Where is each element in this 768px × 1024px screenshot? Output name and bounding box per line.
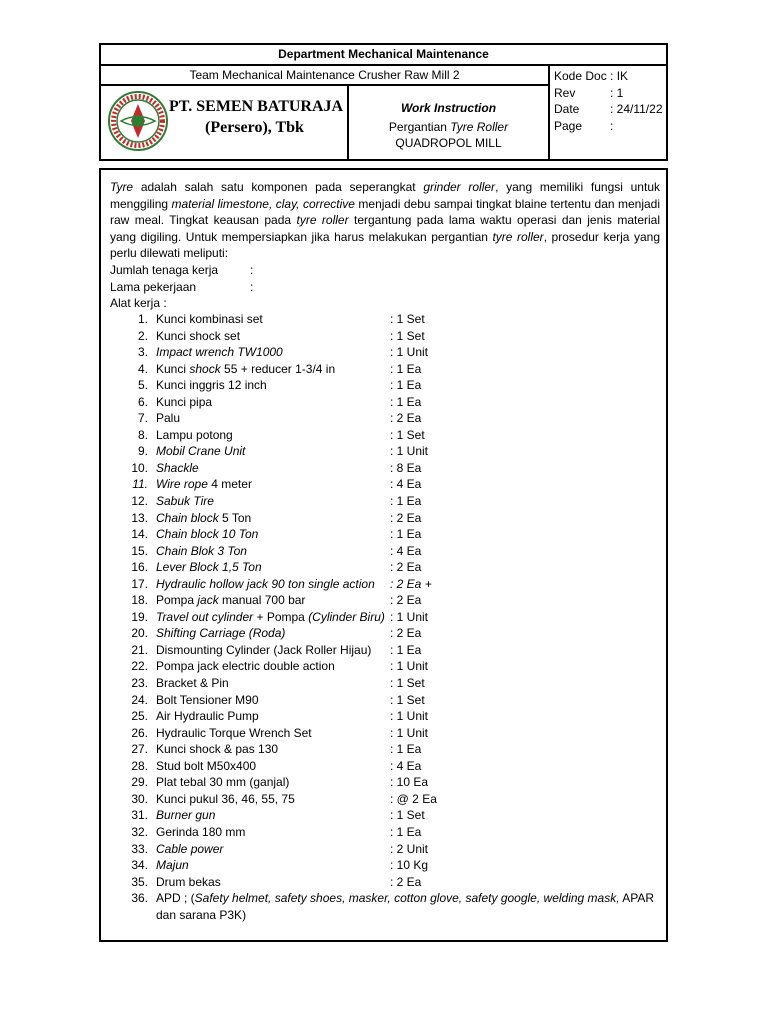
tool-name: Chain Blok 3 Ton [156,543,247,558]
tool-name: APD ; (Safety helmet, safety shoes, masker, cotton glove, safety google, welding mask, APAR dan sarana P3K) [156,891,655,922]
tool-number: 14. [131,527,148,542]
tool-number: 2. [137,328,148,343]
tool-quantity: : 2 Ea [390,510,422,525]
tool-name: Travel out cylinder + Pompa (Cylinder Biru) [156,609,385,624]
work-fields [110,262,410,312]
tool-item [101,642,666,659]
tool-item [101,774,666,791]
tool-number: 22. [131,659,148,674]
tool-number: 30. [131,791,148,806]
tool-name: Lever Block 1,5 Ton [156,560,262,575]
tool-item [101,377,666,394]
doc-subject: Pergantian Tyre Roller [388,120,509,134]
tool-number: 25. [131,709,148,724]
tool-quantity: : 4 Ea [390,758,422,773]
doc-subject-equipment: QUADROPOL MILL [395,136,502,150]
tool-quantity: : 10 Ea [390,775,429,790]
tool-number: 18. [131,593,148,608]
tool-name: Hydraulic Torque Wrench Set [156,725,312,740]
tool-quantity: : 1 Ea [390,361,422,376]
tool-item [101,625,666,642]
tool-item [101,658,666,675]
header-divider [548,66,550,159]
tool-number: 7. [137,411,148,426]
tool-item [101,609,666,626]
tool-item [101,841,666,858]
tool-name: Cable power [156,841,224,856]
tool-name: Bolt Tensioner M90 [156,692,259,707]
tool-quantity: : 1 Set [390,328,425,343]
tool-quantity: : 2 Ea + [390,576,432,591]
tool-number: 16. [131,560,148,575]
department-title: Department Mechanical Maintenance [101,45,666,66]
tool-number: 17. [131,576,148,591]
tool-number: 24. [131,692,148,707]
meta-date: Date : 24/11/22 [554,102,663,116]
document-body [99,168,668,942]
tool-number: 12. [131,494,148,509]
tool-item [101,361,666,378]
tool-number: 27. [131,742,148,757]
tool-name: Air Hydraulic Pump [156,709,259,724]
tool-quantity: : 1 Ea [390,824,422,839]
tool-quantity: : 8 Ea [390,460,422,475]
tool-item [101,394,666,411]
tool-item [101,427,666,444]
tool-quantity: : 1 Unit [390,725,429,740]
tool-quantity: : 1 Unit [390,345,429,360]
tool-number: 23. [131,676,148,691]
tool-quantity: : 4 Ea [390,477,422,492]
intro-paragraph: Tyre adalah salah satu komponen pada seperangkat grinder roller, yang memiliki fungsi untuk menggiling material limestone, clay, corrective menjadi debu sampai tingkat blaine tertentu dan menjadi raw meal. Tingkat keausan pada tyre roller tergantung pada lama waktu operasi dan jenis material yang digiling. Untuk mempersiapkan jika harus melakukan pergantian tyre roller, prosedur kerja yang perlu dilewati meliputi: [110,180,661,261]
tool-quantity: : 1 Ea [390,642,422,657]
tool-item [101,758,666,775]
meta-rev: Rev : 1 [554,85,624,100]
tool-name: Kunci kombinasi set [156,312,263,326]
tool-name: Kunci shock set [156,328,241,343]
tool-name: Dismounting Cylinder (Jack Roller Hijau) [156,642,372,657]
doc-type: Work Instruction [400,101,497,115]
tool-name: Shifting Carriage (Roda) [156,626,286,641]
meta-kode-doc: Kode Doc : IK [554,69,629,83]
tool-name: Chain block 5 Ton [156,510,252,525]
tool-name: Wire rope 4 meter [156,477,252,492]
tool-number: 32. [131,824,148,839]
tool-quantity: : 2 Unit [390,841,429,856]
tool-number: 3. [137,345,148,360]
tool-item [101,526,666,543]
work-instruction-cell [349,86,548,159]
document-header [99,43,668,161]
tool-number: 6. [137,394,148,409]
company-cell [101,86,347,159]
tool-number: 34. [131,858,148,873]
tool-quantity: : 1 Ea [390,494,422,509]
tool-name: Stud bolt M50x400 [156,758,257,773]
tool-quantity: : 1 Set [390,692,425,707]
tool-item [101,692,666,709]
tool-name: Kunci pipa [156,394,213,409]
tool-quantity: : 1 Ea [390,527,422,542]
meta-page: Page : [554,118,614,133]
tool-item [101,559,666,576]
tool-item [101,874,666,891]
tool-item [101,741,666,758]
tool-quantity: : 10 Kg [390,858,429,873]
tool-item [101,890,666,924]
tool-quantity: : 1 Ea [390,394,422,409]
tool-item [101,576,666,593]
tool-number: 20. [131,626,148,641]
tool-name: Palu [156,411,181,426]
tool-item [101,510,666,527]
tool-item [101,543,666,560]
tool-number: 9. [137,444,148,459]
tool-item [101,443,666,460]
tool-quantity: : 1 Set [390,312,425,326]
tool-item [101,824,666,841]
tool-item [101,708,666,725]
tool-item [101,328,666,345]
tool-name: Drum bekas [156,874,221,889]
tool-quantity: : 1 Ea [390,378,422,393]
tool-number: 1. [137,312,148,326]
tool-number: 4. [137,361,148,376]
tool-name: Shackle [156,460,199,475]
tool-item [101,311,666,328]
tool-name: Kunci shock & pas 130 [156,742,279,757]
tool-number: 10. [131,460,148,475]
tool-quantity: : 2 Ea [390,626,422,641]
tool-name: Pompa jack electric double action [156,659,335,674]
tool-quantity: : 1 Set [390,427,425,442]
company-suffix: (Persero), Tbk [205,119,304,136]
tool-quantity: : 2 Ea [390,593,422,608]
tool-item [101,725,666,742]
team-title: Team Mechanical Maintenance Crusher Raw Mill 2 [101,66,548,86]
tool-item [101,344,666,361]
tool-name: Kunci inggris 12 inch [156,378,267,393]
tool-number: 29. [131,775,148,790]
tool-number: 28. [131,758,148,773]
tool-number: 8. [137,427,148,442]
tool-name: Mobil Crane Unit [156,444,246,459]
tool-quantity: : 1 Unit [390,444,429,459]
tool-item [101,460,666,477]
tool-number: 36. [131,891,148,906]
tool-name: Kunci pukul 36, 46, 55, 75 [156,791,295,806]
tool-name: Kunci shock 55 + reducer 1-3/4 in [156,361,336,376]
tool-number: 21. [131,642,148,657]
tool-item [101,410,666,427]
doc-meta [554,68,664,134]
tool-item [101,493,666,510]
tool-quantity: : 1 Set [390,676,425,691]
tool-quantity: : 1 Set [390,808,425,823]
tool-quantity: : 1 Unit [390,609,429,624]
tool-number: 13. [131,510,148,525]
company-name: PT. SEMEN BATURAJA [169,98,344,115]
tool-item [101,592,666,609]
tool-item [101,857,666,874]
tool-quantity: : 1 Unit [390,709,429,724]
tool-name: Plat tebal 30 mm (ganjal) [156,775,290,790]
tool-quantity: : 2 Ea [390,874,422,889]
tool-name: Sabuk Tire [156,494,214,509]
tool-name: Bracket & Pin [156,676,229,691]
tool-quantity: : 2 Ea [390,411,422,426]
tool-item [101,476,666,493]
field-row: Jumlah tenaga kerja : [110,263,254,277]
tool-number: 33. [131,841,148,856]
tool-quantity: : 1 Unit [390,659,429,674]
tool-name: Gerinda 180 mm [156,824,246,839]
field-row: Alat kerja : [110,296,167,311]
tool-number: 5. [137,378,148,393]
tool-name: Hydraulic hollow jack 90 ton single action [156,576,375,591]
tool-item [101,675,666,692]
tool-name: Lampu potong [156,427,233,442]
tool-number: 35. [131,874,148,889]
field-row: Lama pekerjaan : [110,279,254,294]
tool-number: 19. [131,609,148,624]
tool-number: 31. [131,808,148,823]
tool-item [101,791,666,808]
tool-number: 26. [131,725,148,740]
tool-name: Pompa jack manual 700 bar [156,593,306,608]
company-logo [107,90,169,152]
tool-number: 15. [131,543,148,558]
tool-quantity: : 2 Ea [390,560,422,575]
tool-quantity: : @ 2 Ea [390,791,437,806]
tool-quantity: : 1 Ea [390,742,422,757]
tool-item [101,807,666,824]
tool-quantity: : 4 Ea [390,543,422,558]
tool-name: Majun [156,858,189,873]
tool-number: 11. [132,477,148,492]
tool-name: Chain block 10 Ton [156,527,259,542]
tool-name: Burner gun [156,808,216,823]
tool-list [101,311,666,924]
tool-name: Impact wrench TW1000 [156,345,283,360]
